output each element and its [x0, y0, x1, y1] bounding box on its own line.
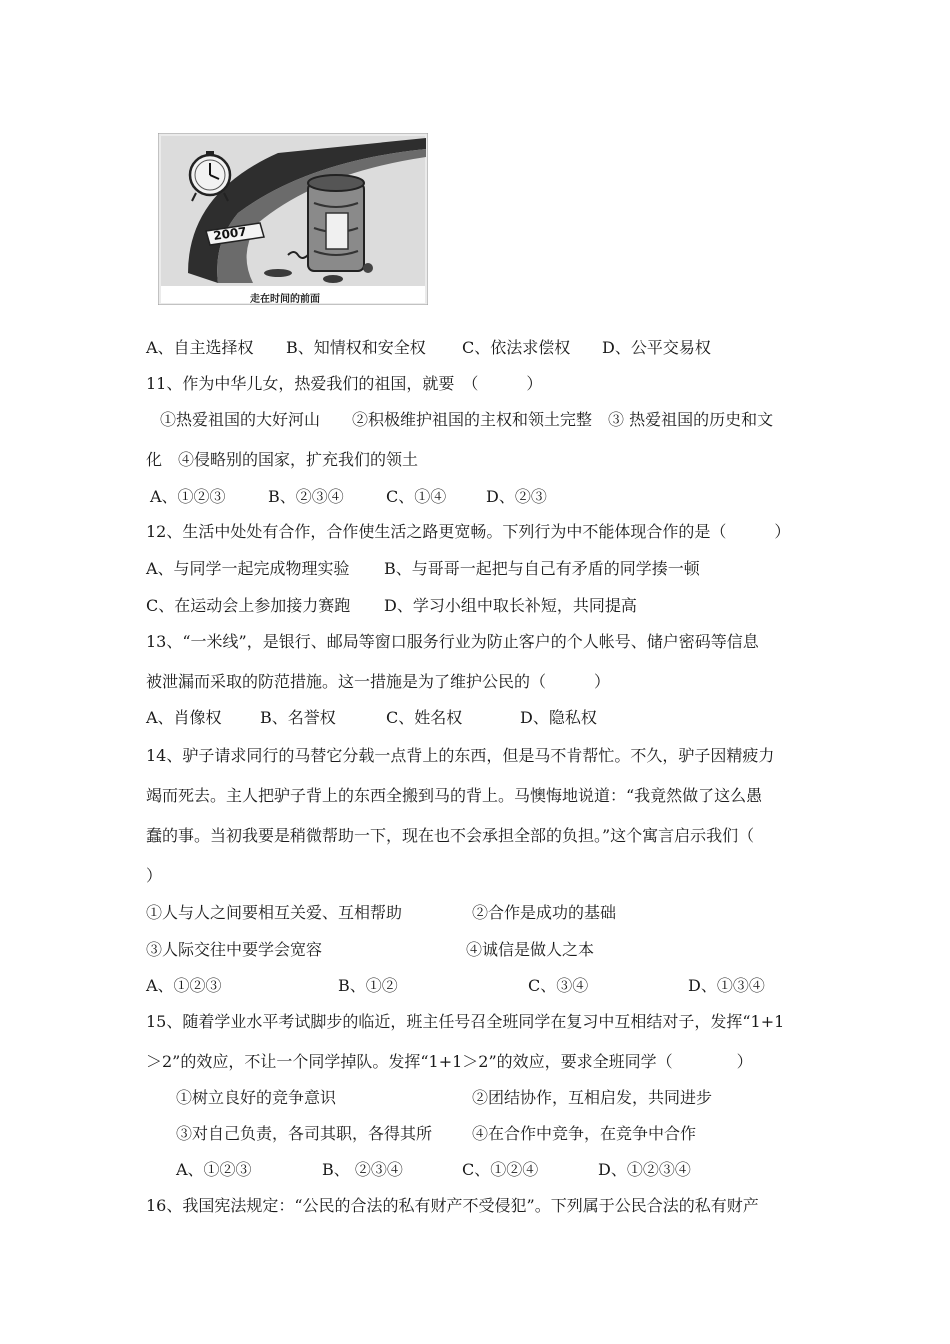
q10-option-b: B、知情权和安全权 [286, 338, 426, 357]
q10-option-d: D、公平交易权 [602, 338, 711, 357]
q10-option-c: C、依法求偿权 [462, 338, 571, 357]
q14-option-c: C、③④ [528, 976, 589, 995]
q13-stem-line1: 13、“一米线”，是银行、邮局等窗口服务行业为防止客户的个人帐号、储户密码等信息 [146, 632, 759, 651]
cartoon-image [158, 133, 428, 305]
q14-option-a: A、①②③ [146, 976, 222, 995]
q14-option-b: B、①② [338, 976, 398, 995]
year-label: 2007 [212, 224, 248, 243]
q15-item-2: ②团结协作，互相启发，共同进步 [472, 1088, 713, 1107]
q14-item-3: ③人际交往中要学会宽容 [146, 940, 323, 959]
image-caption: 走在时间的前面 [250, 294, 320, 305]
q15-stem-line1: 15、随着学业水平考试脚步的临近，班主任号召全班同学在复习中互相结对子，发挥“1+1 [146, 1012, 785, 1031]
q11-stem: 11、作为中华儿女，热爱我们的祖国，就要 （ ） [146, 374, 543, 393]
q12-option-c: C、在运动会上参加接力赛跑 [146, 596, 351, 615]
q14-option-d: D、①③④ [688, 976, 765, 995]
q10-option-a: A、自主选择权 [146, 338, 254, 357]
q13-option-b: B、名誉权 [260, 708, 336, 727]
q12-option-a: A、与同学一起完成物理实验 [146, 559, 350, 578]
q15-option-a: A、①②③ [176, 1160, 252, 1179]
q16-stem: 16、我国宪法规定：“公民的合法的私有财产不受侵犯”。下列属于公民合法的私有财产 [146, 1196, 759, 1215]
q15-stem-line2: ＞2”的效应，不让一个同学掉队。发挥“1+1＞2”的效应，要求全班同学（ ） [146, 1052, 753, 1071]
q11-option-a: A、①②③ [150, 487, 226, 506]
q12-option-d: D、学习小组中取长补短，共同提高 [384, 596, 637, 615]
q15-option-b: B、 ②③④ [322, 1160, 403, 1179]
q12-option-b: B、与哥哥一起把与自己有矛盾的同学揍一顿 [384, 559, 700, 578]
q15-option-d: D、①②③④ [598, 1160, 691, 1179]
q14-item-4: ④诚信是做人之本 [466, 940, 595, 959]
q11-option-b: B、②③④ [268, 487, 344, 506]
q15-item-1: ①树立良好的竞争意识 [176, 1088, 337, 1107]
q13-option-c: C、姓名权 [386, 708, 463, 727]
q12-stem: 12、生活中处处有合作，合作使生活之路更宽畅。下列行为中不能体现合作的是（ ） [146, 522, 791, 541]
q11-items-line1: ①热爱祖国的大好河山 ②积极维护祖国的主权和领土完整 ③ 热爱祖国的历史和文 [160, 410, 774, 429]
q13-option-a: A、肖像权 [146, 708, 222, 727]
q11-items-line2: 化 ④侵略别的国家，扩充我们的领土 [146, 450, 419, 469]
q13-option-d: D、隐私权 [520, 708, 597, 727]
q14-stem-line1: 14、驴子请求同行的马替它分载一点背上的东西，但是马不肯帮忙。不久，驴子因精疲力 [146, 746, 775, 765]
q14-item-2: ②合作是成功的基础 [472, 903, 617, 922]
q14-item-1: ①人与人之间要相互关爱、互相帮助 [146, 903, 403, 922]
q14-stem-line4: ） [146, 866, 163, 885]
q11-option-c: C、①④ [386, 487, 447, 506]
q13-stem-line2: 被泄漏而采取的防范措施。这一措施是为了维护公民的（ ） [146, 672, 611, 691]
q15-option-c: C、①②④ [462, 1160, 539, 1179]
q14-stem-line3: 蠢的事。当初我要是稍微帮助一下，现在也不会承担全部的负担。”这个寓言启示我们（ [146, 826, 755, 845]
q15-item-4: ④在合作中竞争，在竞争中合作 [472, 1124, 697, 1143]
q11-option-d: D、②③ [486, 487, 547, 506]
q14-stem-line2: 竭而死去。主人把驴子背上的东西全搬到马的背上。马懊悔地说道：“我竟然做了这么愚 [146, 786, 763, 805]
q15-item-3: ③对自己负责，各司其职，各得其所 [176, 1124, 433, 1143]
